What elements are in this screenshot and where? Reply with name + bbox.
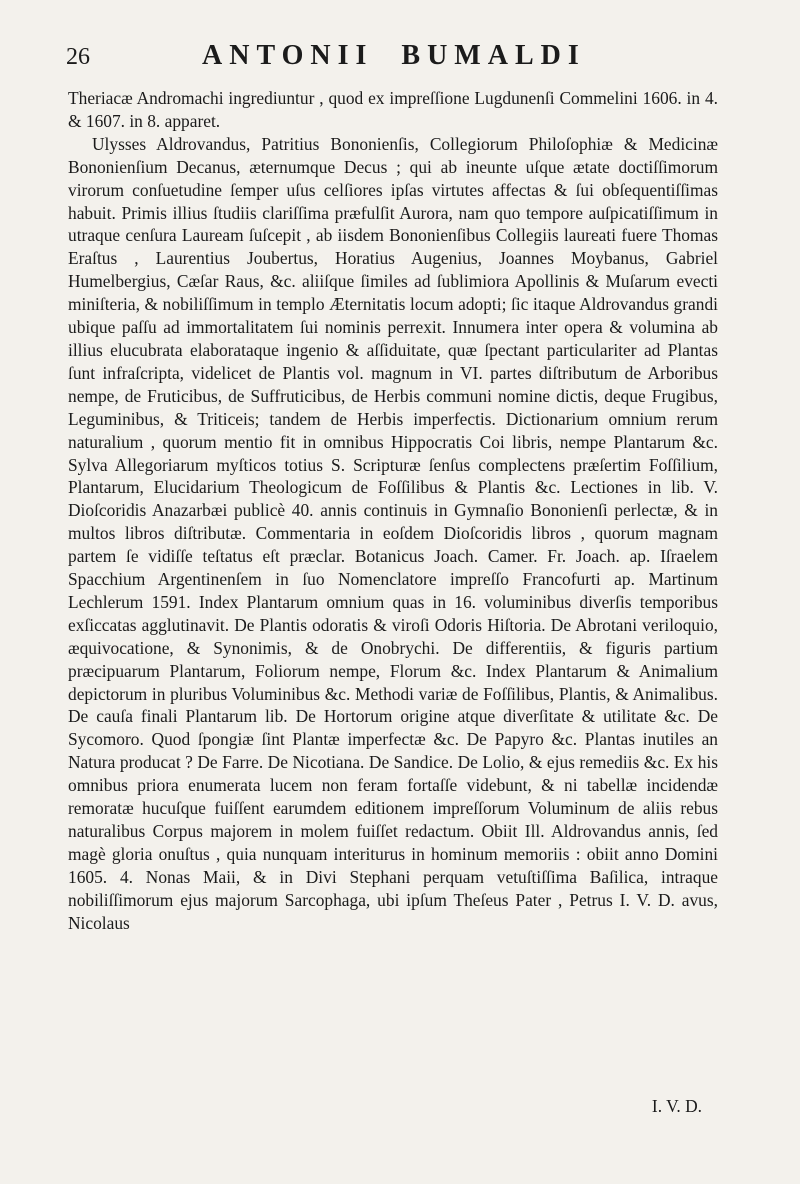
- running-head: [66, 40, 704, 80]
- catchword: I. V. D.: [651, 1096, 702, 1116]
- body-text: [68, 87, 718, 935]
- paragraph: Theriacæ Andromachi ingrediuntur , quod ex impreſſione Lugdunenſi Commelini 1606. in 4. & 1607. in 8. apparet.: [68, 88, 718, 131]
- page-number: 26: [66, 44, 90, 70]
- paragraph: Ulysses Aldrovandus, Patritius Bononienſis, Collegiorum Philoſophiæ & Medicinæ Bononienſium Decanus, æternumque Decus ; qui ab ineunte uſque ætate doctiſſimorum virorum conſuetudine ſemper uſus celſiores ipſas virtutes affectas & ſui obſequentiſſimas habuit. Primis illius ſtudiis clariſſima præfulſit Aurora, nam quo tempore auſpicatiſſimum in utraque cenſura Lauream ſuſcepit , ab iisdem Bononienſibus Collegiis laureati fuere Thomas Eraſtus , Laurentius Joubertus, Horatius Augenius, Joannes Moybanus, Gabriel Humelbergius, Cæſar Raus, &c. aliiſque ſimiles ad ſublimiora Apollinis & Muſarum evecti miniſteria, & nobiliſſimum in templo Æternitatis locum adopti; ſic itaque Aldrovandus grandi ubique paſſu ad immortalitatem ſui nominis perrexit. Innumera inter opera & volumina ab illius elucubrata elaborataque ingenio & aſſiduitate, quæ ſpectant particulariter ad Plantas ſunt infraſcripta, videlicet de Plantis vol. magnum in VI. partes diſtributum de Arboribus nempe, de Fruticibus, de Suffruticibus, de Herbis communi nomine dictis, deque Frugibus, Leguminibus, & Triticeis; tandem de Herbis imperfectis. Dictionarium omnium rerum naturalium , quorum mentio fit in omnibus Hippocratis Coi libris, nempe Plantarum &c. Sylva Allegoriarum myſticos totius S. Scripturæ ſenſus complectens præſertim Foſſilium, Plantarum, Elucidarium Theologicum de Foſſilibus & Plantis &c. Lectiones in lib. V. Dioſcoridis Anazarbæi publicè 40. annis continuis in Gymnaſio Bononienſi perlectæ, & in multos libros diſtributæ. Commentaria in eoſdem Dioſcoridis libros , quorum magnam partem ſe vidiſſe teſtatus eſt præclar. Botanicus Joach. Camer. Fr. Joach. ap. Iſraelem Spacchium Argentinenſem in ſuo Nomenclatore impreſſo Francofurti ap. Martinum Lechlerum 1591. Index Plantarum omnium quas in 16. voluminibus diverſis temporibus exſiccatas agglutinavit. De Plantis odoratis & viroſi Odoris Hiſtoria. De Abrotani veriloquio, æquivocatione, & Synonimis, & de Onobrychi. De differentiis, & figuris partium præcipuarum Plantarum, Foliorum nempe, Florum &c. Index Plantarum & Animalium depictorum in pluribus Voluminibus &c. Methodi variæ de Foſſilibus, Plantis, & Animalibus. De cauſa finali Plantarum lib. De Hortorum origine atque diverſitate & utilitate &c. De Sycomoro. Quod ſpongiæ ſint Plantæ imperfectæ &c. De Papyro &c. Plantas inutiles an Natura producat ? De Farre. De Nicotiana. De Sandice. De Lolio, & ejus remediis &c. Ex his omnibus priora enumerata lucem non feram fortaſſe videbunt, & ni tabellæ incidendæ remoratæ hucuſque fuiſſent earumdem editionem impreſſorum Voluminum de aliis rebus naturalibus Corpus majorem in molem fuiſſet redactum. Obiit Ill. Aldrovandus annis, ſed magè gloria onuſtus , quia nunquam interiturus in hominum memoriis : obiit anno Domini 1605. 4. Nonas Maii, & in Divi Stephani perquam vetuſtiſſima Baſilica, intraque nobiliſſimorum ejus majorum Sarcophaga, ubi ipſum Theſeus Pater , Petrus I. V. D. avus, Nicolaus: [68, 133, 718, 933]
- running-title: ANTONII BUMALDI: [202, 40, 586, 71]
